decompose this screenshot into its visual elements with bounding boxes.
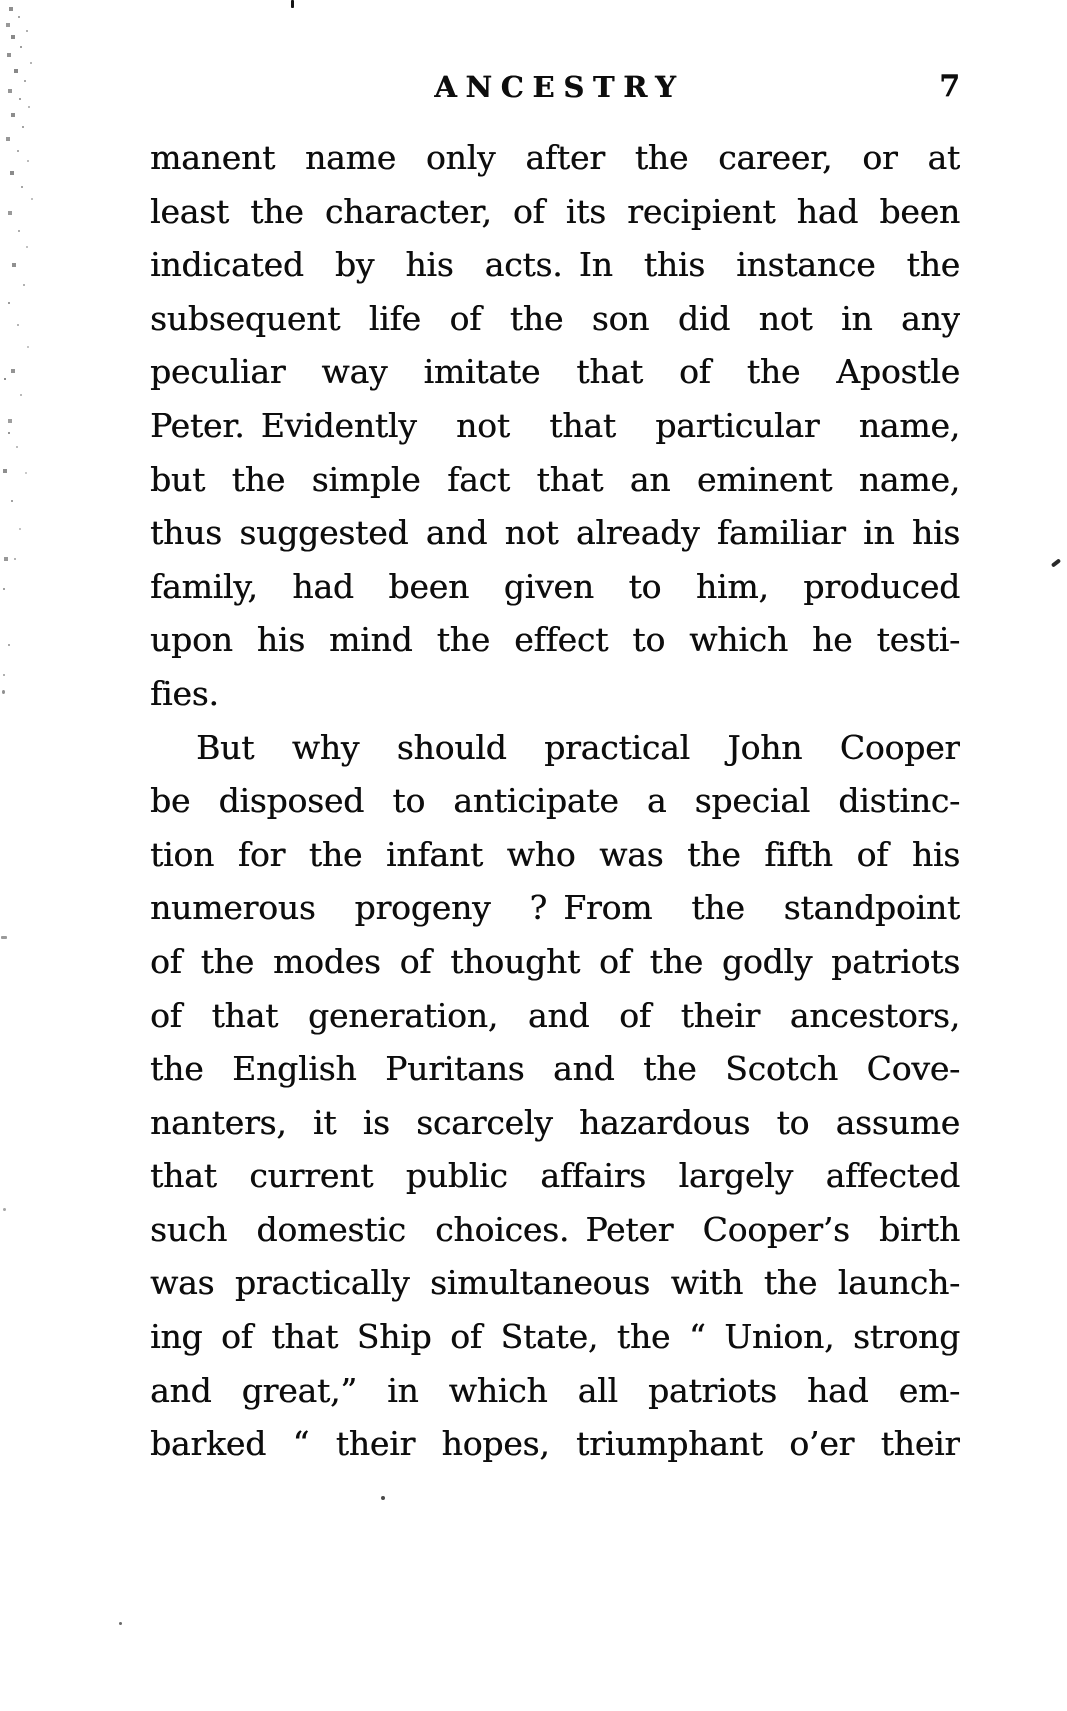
text-line: least the character, of its recipient had been xyxy=(150,191,960,231)
text-line: tion for the infant who was the fifth of his xyxy=(150,834,960,874)
page-number: 7 xyxy=(939,69,960,104)
text-line: of the modes of thought of the godly patriots xyxy=(150,941,960,981)
text-line: fies. xyxy=(150,673,219,713)
text-line: be disposed to anticipate a special distinc- xyxy=(150,781,960,821)
text-line: barked “ their hopes, triumphant o’er their xyxy=(150,1424,960,1464)
scan-artifact-left-edge-dash xyxy=(1,936,7,939)
text-line: peculiar way imitate that of the Apostle xyxy=(150,352,960,392)
text-line: Peter. Evidently not that particular name, xyxy=(150,405,960,445)
scan-artifact-dot-bottom-left xyxy=(119,1622,122,1625)
text-line: and great,” in which all patriots had em- xyxy=(150,1370,960,1410)
text-line: thus suggested and not already familiar in his xyxy=(150,513,960,553)
scan-noise-left-edge xyxy=(0,0,2,2)
scan-artifact-dot-below-text xyxy=(381,1496,385,1500)
running-header xyxy=(150,66,960,108)
text-line: of that generation, and of their ancestors, xyxy=(150,995,960,1035)
paragraph xyxy=(150,131,960,721)
text-line: upon his mind the effect to which he testi- xyxy=(150,620,960,660)
scan-artifact-right-margin-mark xyxy=(1051,558,1061,567)
text-line: such domestic choices. Peter Cooper’s birth xyxy=(150,1209,960,1249)
chapter-title: ANCESTRY xyxy=(434,70,685,104)
text-line: family, had been given to him, produced xyxy=(150,566,960,606)
text-line: ing of that Ship of State, the “ Union, strong xyxy=(150,1317,960,1357)
scan-artifact-left-edge-dot xyxy=(3,1208,6,1211)
text-line: was practically simultaneous with the launch- xyxy=(150,1263,960,1303)
text-line: subsequent life of the son did not in any xyxy=(150,298,960,338)
scan-artifact-top-tick xyxy=(291,0,294,8)
text-line: indicated by his acts. In this instance the xyxy=(150,245,960,285)
scan-artifact-left-edge-dot xyxy=(2,690,5,694)
text-line: that current public affairs largely affected xyxy=(150,1156,960,1196)
text-line: But why should practical John Cooper xyxy=(196,727,960,767)
page-text xyxy=(150,131,960,1471)
text-line: the English Puritans and the Scotch Cove- xyxy=(150,1049,960,1089)
text-line: nanters, it is scarcely hazardous to assume xyxy=(150,1102,960,1142)
text-line: but the simple fact that an eminent name, xyxy=(150,459,960,499)
text-line: manent name only after the career, or at xyxy=(150,138,960,177)
text-line: numerous progeny ? From the standpoint xyxy=(150,888,960,928)
paragraph xyxy=(150,721,960,1471)
